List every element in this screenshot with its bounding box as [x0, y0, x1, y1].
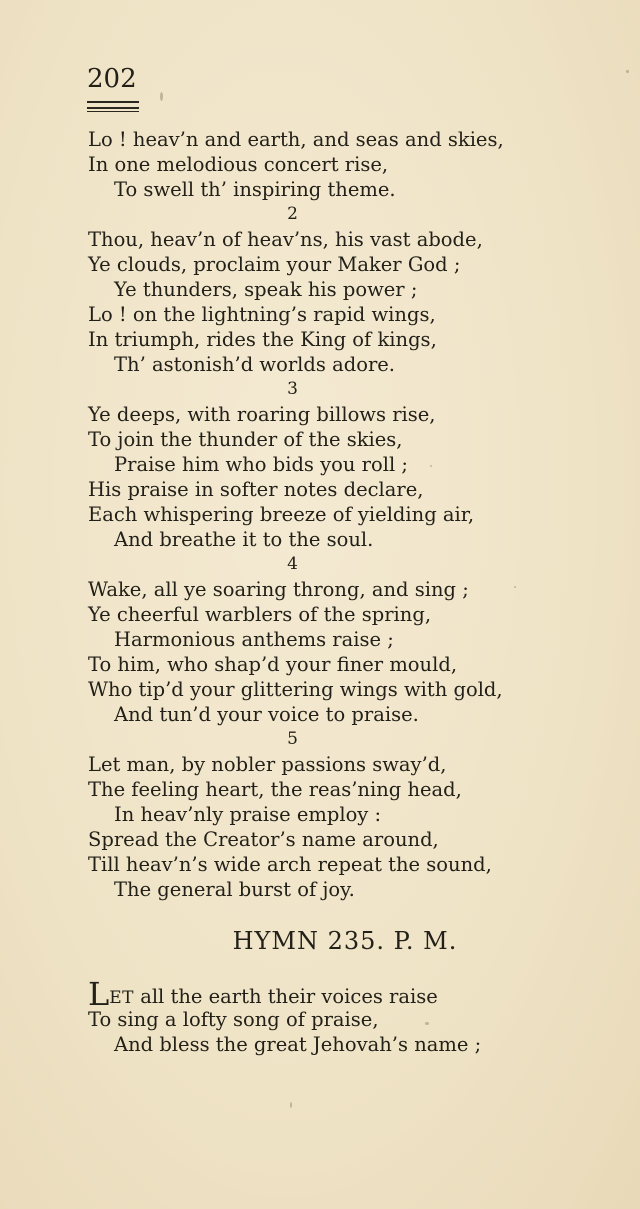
verse-line: And tun’d your voice to praise. [114, 703, 419, 726]
verse-line: Harmonious anthems raise ; [114, 628, 394, 651]
verse-line: In one melodious concert rise, [88, 153, 389, 176]
verse-line: Lo ! heav’n and earth, and seas and skies, [88, 128, 504, 151]
verse-line: In heav’nly praise employ : [114, 803, 382, 826]
verse-line: And bless the great Jehovah’s name ; [114, 1033, 482, 1056]
verse-line: To join the thunder of the skies, [88, 428, 403, 451]
stanza-number: 5 [287, 729, 298, 749]
paper-speck [160, 92, 163, 101]
verse-line: Thou, heav’n of heav’ns, his vast abode, [88, 228, 483, 251]
verse-line: The feeling heart, the reas’ning head, [88, 778, 462, 801]
paper-speck [514, 586, 516, 588]
hymn-heading: HYMN 235. P. M. [232, 927, 458, 955]
verse-line: Who tip’d your glittering wings with gold, [88, 678, 503, 701]
verse-line: His praise in softer notes declare, [88, 478, 424, 501]
verse-line: Ye deeps, with roaring billows rise, [88, 403, 436, 426]
drop-initial: L [88, 975, 110, 1013]
header-rule [87, 111, 139, 112]
verse-line: Ye thunders, speak his power ; [114, 278, 418, 301]
verse-line: Ye cheerful warblers of the spring, [88, 603, 432, 626]
hymn-continuation [0, 127, 640, 902]
verse-line: Each whispering breeze of yielding air, [88, 503, 475, 526]
verse-line: Praise him who bids you roll ; [114, 453, 408, 476]
paper-speck [626, 70, 629, 73]
verse-line: Till heav’n’s wide arch repeat the sound, [88, 853, 492, 876]
hymn-235-text [0, 975, 640, 1057]
paper-speck [430, 465, 432, 467]
paper-speck [425, 1022, 429, 1025]
header-rule [87, 101, 139, 103]
first-line-rest: all the earth their voices raise [134, 985, 438, 1008]
verse-line: Wake, all ye soaring throng, and sing ; [88, 578, 469, 601]
verse-line: The general burst of joy. [114, 878, 355, 901]
verse-line: To him, who shap’d your finer mould, [88, 653, 458, 676]
verse-line: Ye clouds, proclaim your Maker God ; [88, 253, 461, 276]
stanza-number: 2 [287, 204, 298, 224]
verse-line: In triumph, rides the King of kings, [88, 328, 437, 351]
first-word-rest: ET [109, 988, 134, 1008]
verse-line: Spread the Creator’s name around, [88, 828, 439, 851]
stanza-number: 4 [287, 554, 298, 574]
verse-line: Lo ! on the lightning’s rapid wings, [88, 303, 436, 326]
verse-line: To swell th’ inspiring theme. [114, 178, 396, 201]
paper-speck [290, 1102, 292, 1108]
verse-line: Th’ astonish’d worlds adore. [114, 353, 395, 376]
header-rule [87, 107, 139, 109]
verse-line: Let man, by nobler passions sway’d, [88, 753, 447, 776]
verse-line: To sing a lofty song of praise, [88, 1008, 379, 1031]
stanza-number: 3 [287, 379, 298, 399]
verse-line: And breathe it to the soul. [114, 528, 374, 551]
verse-line [0, 975, 640, 1013]
page-number: 202 [87, 64, 137, 94]
